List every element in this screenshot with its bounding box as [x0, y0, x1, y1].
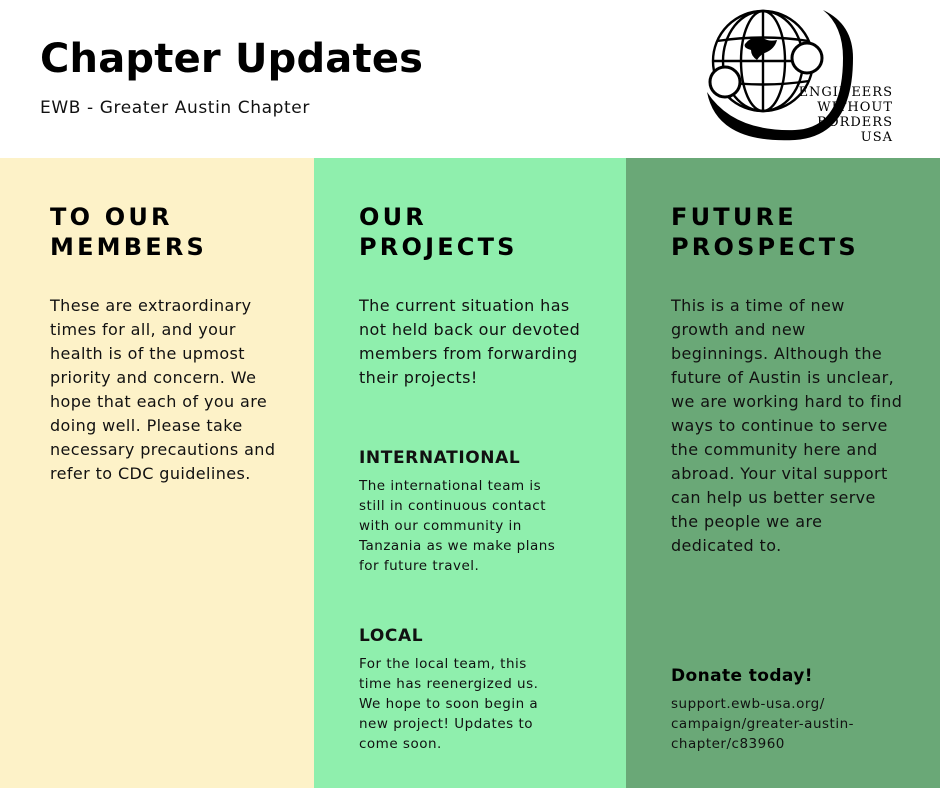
logo-text-line1: ENGINEERS: [798, 85, 893, 100]
continent-shape: [745, 37, 777, 60]
logo-text-line3: BORDERS: [817, 115, 893, 130]
members-column: [0, 158, 314, 788]
projects-body: The current situation has not held back our devoted members from forwarding their projects!: [359, 296, 581, 387]
local-body: For the local team, this time has reenergized us. We hope to soon begin a new project! Updates to come soon.: [359, 656, 539, 752]
header: [0, 0, 940, 158]
logo-text-line4: USA: [860, 130, 893, 145]
page-title: Chapter Updates: [40, 36, 424, 82]
members-body: These are extraordinary times for all, and your health is of the upmost priority and concern. We hope that each of you are doing well. Please take necessary precautions and refer to CDC guidelines.: [50, 296, 276, 483]
projects-column: [314, 158, 626, 788]
international-heading: INTERNATIONAL: [359, 448, 521, 468]
logo-text-line2: WITHOUT: [817, 100, 893, 115]
prospects-body: This is a time of new growth and new beginnings. Although the future of Austin is unclear, we are working hard to find ways to continue to serve the community here and abroad. Your vital support can help us better serve the people we are dedicated to.: [671, 296, 903, 555]
prospects-heading: FUTURE PROSPECTS: [671, 203, 859, 261]
local-heading: LOCAL: [359, 626, 424, 646]
page-subtitle: EWB - Greater Austin Chapter: [40, 98, 310, 118]
donate-link[interactable]: support.ewb-usa.org/ campaign/greater-austin-chapter/c83960: [671, 696, 855, 752]
international-body: The international team is still in continuous contact with our community in Tanzania as we make plans for future travel.: [359, 478, 556, 574]
members-heading: TO OUR MEMBERS: [50, 203, 208, 261]
projects-heading: OUR PROJECTS: [359, 203, 518, 261]
prospects-column: [626, 158, 940, 788]
ewb-logo: [703, 6, 899, 150]
donate-heading: Donate today!: [671, 666, 813, 686]
content-columns: [0, 158, 940, 788]
